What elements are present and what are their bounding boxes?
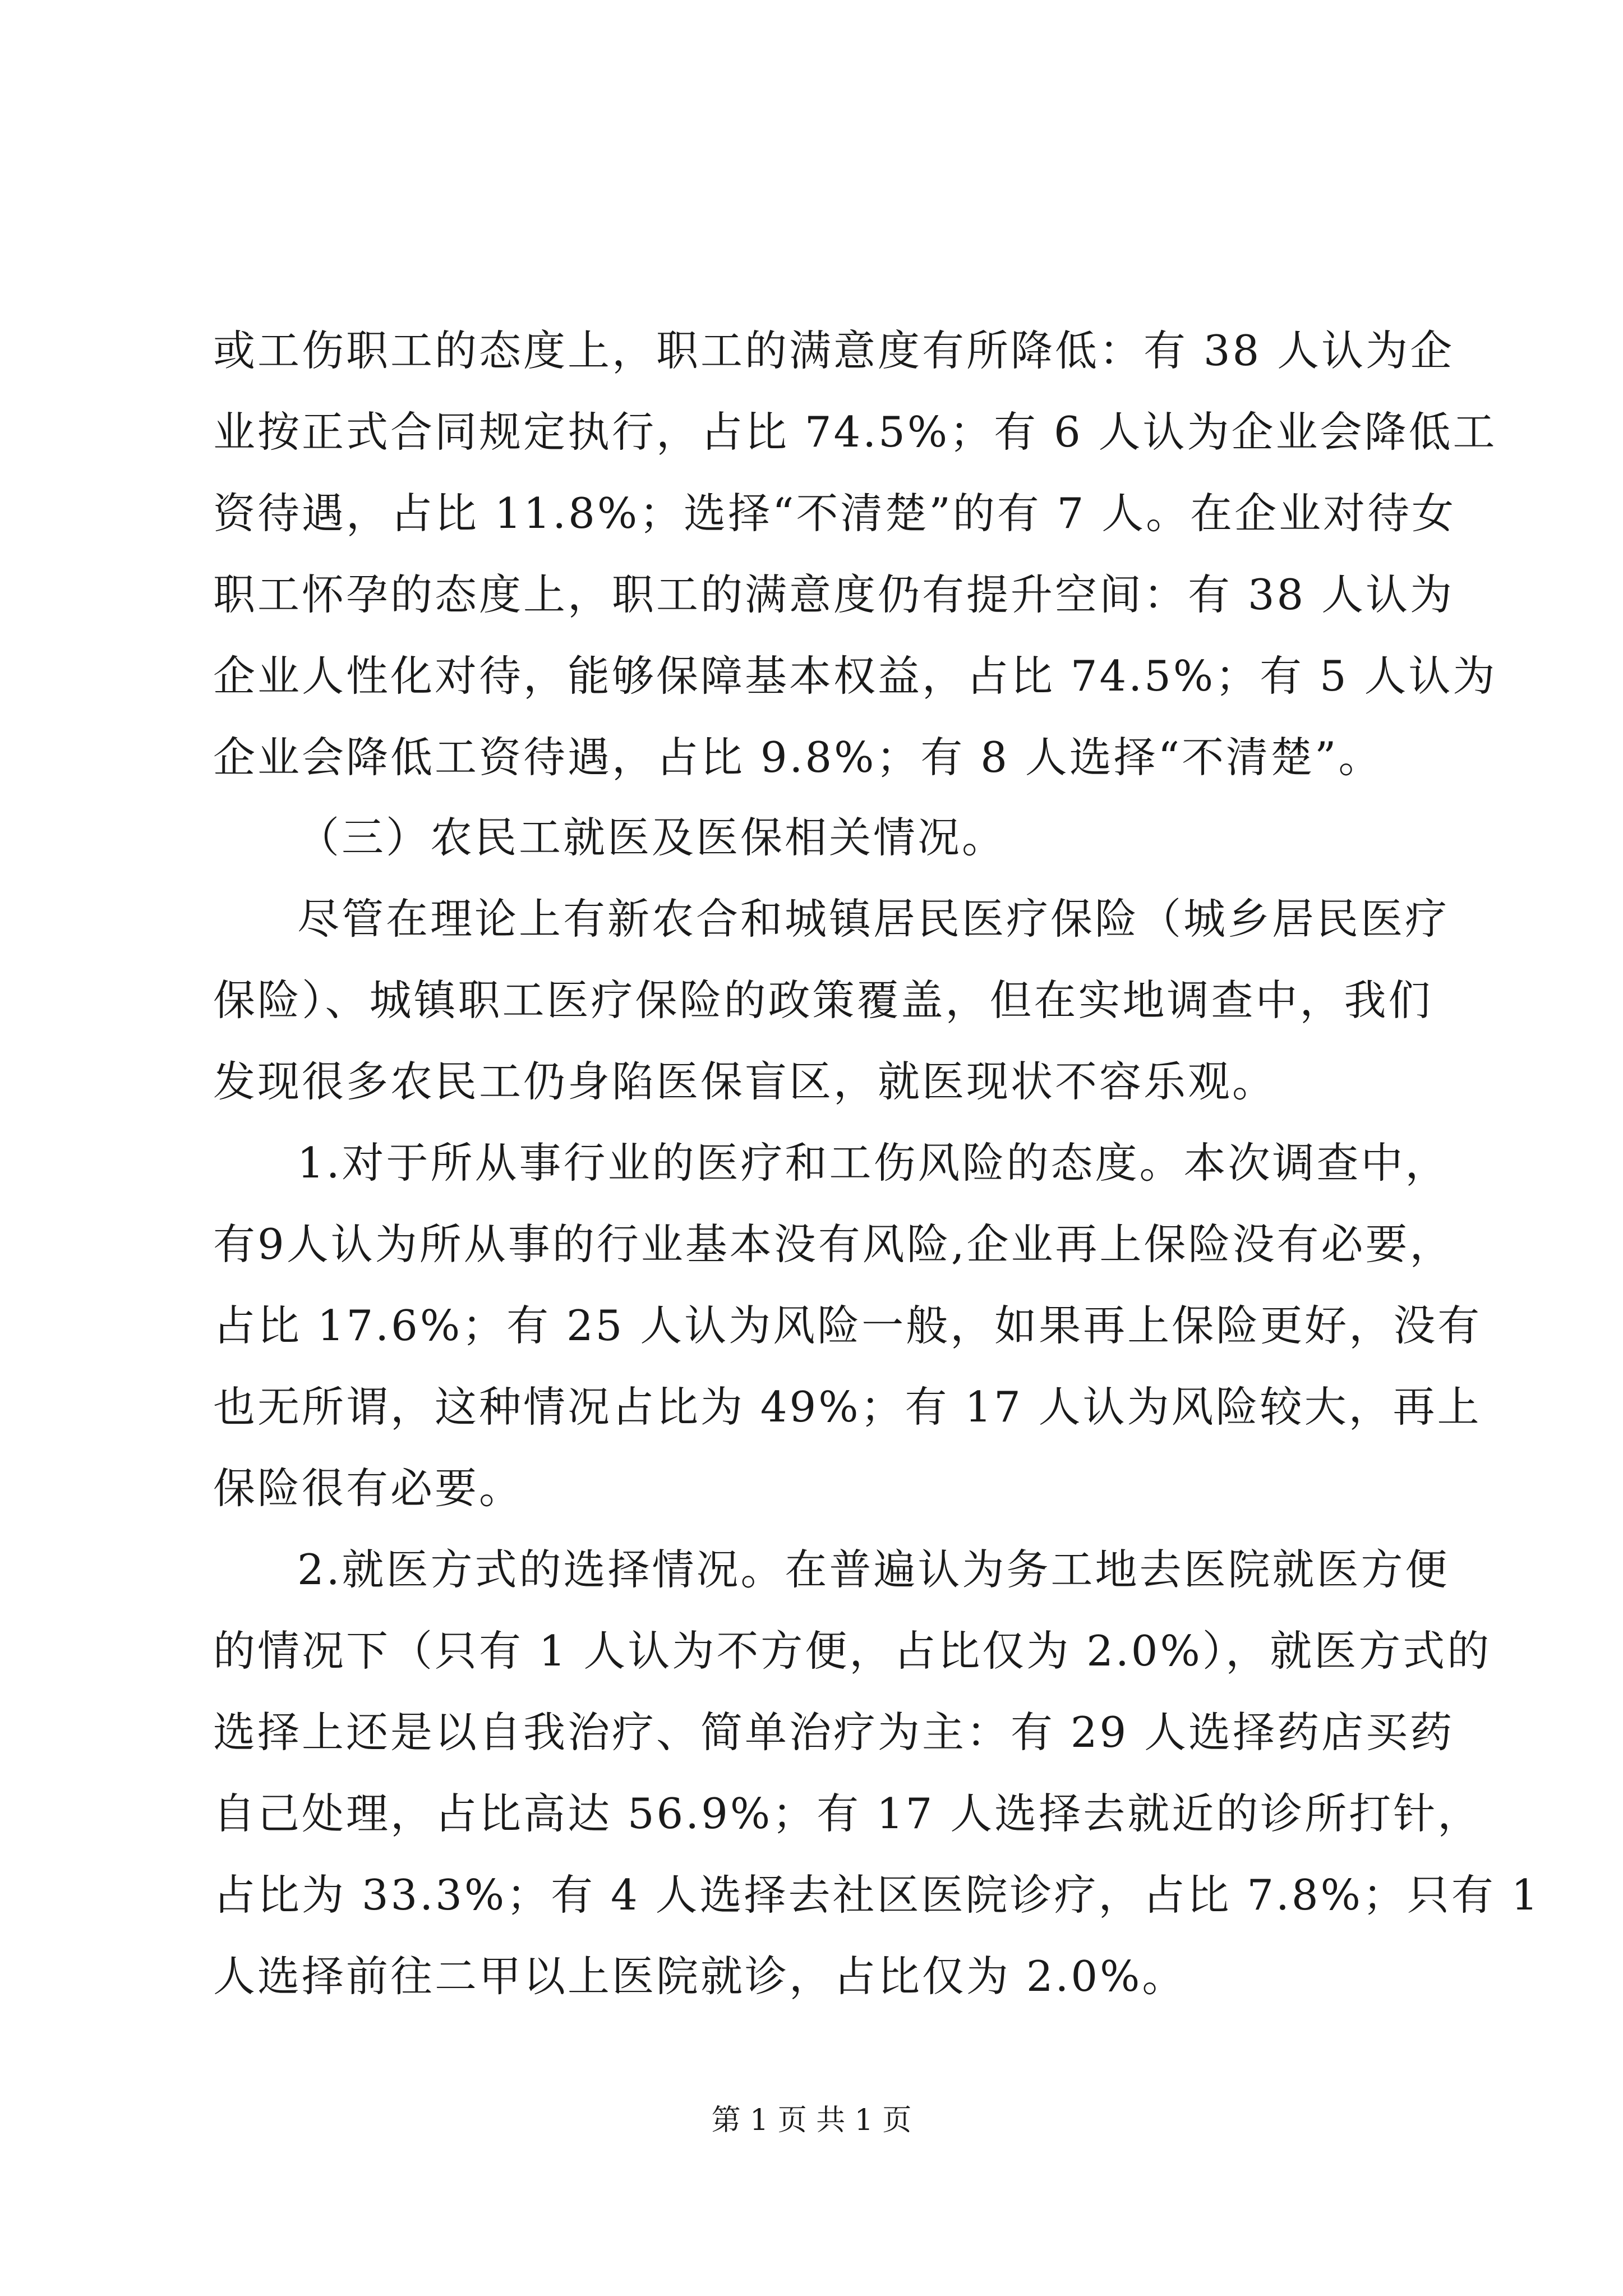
paragraph-line: 人选择前往二甲以上医院就诊，占比仅为 2.0%。 <box>213 1952 1187 2001</box>
paragraph-line: 企业会降低工资待遇，占比 9.8%；有 8 人选择“不清楚”。 <box>213 733 1383 782</box>
paragraph-line: 占比 17.6%；有 25 人认为风险一般，如果再上保险更好，没有 <box>213 1301 1482 1350</box>
paragraph-line: 的情况下（只有 1 人认为不方便，占比仅为 2.0%），就医方式的 <box>213 1626 1492 1676</box>
paragraph-line: 有9人认为所从事的行业基本没有风险,企业再上保险没有必要， <box>213 1220 1454 1269</box>
paragraph-line: 也无所谓，这种情况占比为 49%；有 17 人认为风险较大，再上 <box>213 1382 1482 1432</box>
paragraph-line: 业按正式合同规定执行，占比 74.5%；有 6 人认为企业会降低工 <box>213 407 1497 457</box>
paragraph-line: 保险）、城镇职工医疗保险的政策覆盖，但在实地调查中，我们 <box>213 976 1433 1025</box>
paragraph-line: 或工伤职工的态度上，职工的满意度有所降低：有 38 人认为企 <box>213 326 1455 375</box>
paragraph-line: 企业人性化对待，能够保障基本权益，占比 74.5%；有 5 人认为 <box>213 651 1497 701</box>
section-heading: （三）农民工就医及医保相关情况。 <box>297 813 1007 862</box>
paragraph-line: 发现很多农民工仍身陷医保盲区，就医现状不容乐观。 <box>213 1057 1277 1106</box>
paragraph-line: 资待遇，占比 11.8%；选择“不清楚”的有 7 人。在企业对待女 <box>213 489 1456 538</box>
paragraph-line: 占比为 33.3%；有 4 人选择去社区医院诊疗，占比 7.8%；只有 1 <box>213 1870 1541 1920</box>
paragraph-line: 2.就医方式的选择情况。在普遍认为务工地去医院就医方便 <box>297 1545 1450 1594</box>
paragraph-line: 职工怀孕的态度上，职工的满意度仍有提升空间：有 38 人认为 <box>213 570 1455 619</box>
paragraph-line: 1.对于所从事行业的医疗和工伤风险的态度。本次调查中， <box>297 1138 1450 1188</box>
paragraph-line: 保险很有必要。 <box>213 1464 524 1513</box>
page-footer: 第 1 页 共 1 页 <box>711 2104 912 2137</box>
paragraph-line: 自己处理，占比高达 56.9%；有 17 人选择去就近的诊所打针， <box>213 1789 1482 1838</box>
paragraph-line: 选择上还是以自我治疗、简单治疗为主：有 29 人选择药店买药 <box>213 1708 1455 1757</box>
paragraph-line: 尽管在理论上有新农合和城镇居民医疗保险（城乡居民医疗 <box>297 894 1450 944</box>
